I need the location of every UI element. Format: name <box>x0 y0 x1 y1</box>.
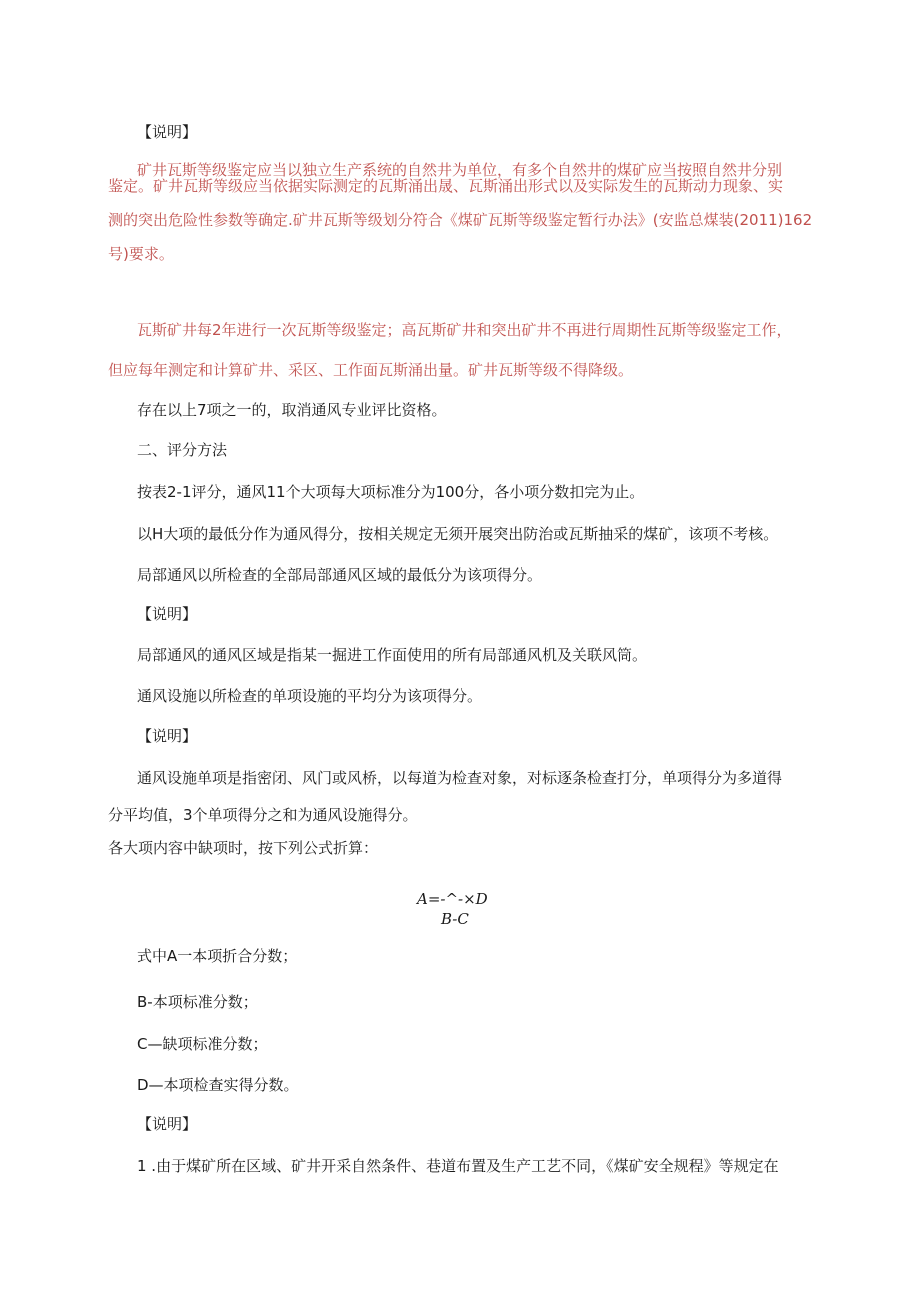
paragraph-line: 测的突出危险性参数等确定.矿井瓦斯等级划分符合《煤矿瓦斯等级鉴定暂行办法》(安监总煤装(2011)162 <box>108 211 813 229</box>
section-heading: 二、评分方法 <box>137 441 228 459</box>
note-heading: 【说明】 <box>137 1115 198 1133</box>
note-heading: 【说明】 <box>137 123 198 141</box>
paragraph-line: 分平均值，3个单项得分之和为通风设施得分。 <box>108 806 418 824</box>
paragraph-line: 号)要求。 <box>108 245 174 263</box>
paragraph-line: 瓦斯矿井每2年进行一次瓦斯等级鉴定；高瓦斯矿井和突出矿井不再进行周期性瓦斯等级鉴定工作， <box>137 321 792 339</box>
definition-line: 式中A一本项折合分数； <box>137 947 298 965</box>
paragraph-line: 矿井瓦斯等级鉴定应当以独立生产系统的自然井为单位，有多个自然井的煤矿应当按照自然井分别 <box>137 161 783 179</box>
formula-numerator: A=-^-×D <box>417 890 488 908</box>
paragraph-line: 局部通风的通风区域是指某一掘进工作面使用的所有局部通风机及关联风筒。 <box>137 646 648 664</box>
paragraph-line: 以H大项的最低分作为通风得分，按相关规定无须开展突出防治或瓦斯抽采的煤矿，该项不考核。 <box>137 525 779 543</box>
paragraph-line: 鉴定。矿井瓦斯等级应当依据实际测定的瓦斯涌出晟、瓦斯涌出形式以及实际发生的瓦斯动力现象、实 <box>108 177 784 195</box>
definition-line: C—缺项标准分数； <box>137 1035 268 1053</box>
paragraph-line: 通风设施以所检查的单项设施的平均分为该项得分。 <box>137 687 483 705</box>
formula-denominator: B-C <box>441 910 469 928</box>
paragraph-line: 通风设施单项是指密闭、风门或风桥，以每道为检查对象，对标逐条检查打分，单项得分为多道得 <box>137 769 783 787</box>
definition-line: B-本项标准分数； <box>137 993 258 1011</box>
paragraph-line: 1 .由于煤矿所在区域、矿井开采自然条件、巷道布置及生产工艺不同，《煤矿安全规程》等规定在 <box>137 1157 779 1175</box>
definition-line: D—本项检查实得分数。 <box>137 1076 299 1094</box>
note-heading: 【说明】 <box>137 727 198 745</box>
paragraph-line: 按表2-1评分，通风11个大项每大项标准分为100分，各小项分数扣完为止。 <box>137 483 645 501</box>
paragraph-line: 存在以上7项之一的，取消通风专业评比资格。 <box>137 401 447 419</box>
note-heading: 【说明】 <box>137 605 198 623</box>
paragraph-line: 局部通风以所检查的全部局部通风区域的最低分为该项得分。 <box>137 566 543 584</box>
paragraph-line: 但应每年测定和计算矿井、采区、工作面瓦斯涌出量。矿井瓦斯等级不得降级。 <box>108 361 634 379</box>
paragraph-line: 各大项内容中缺项时，按下列公式折算： <box>108 839 379 857</box>
